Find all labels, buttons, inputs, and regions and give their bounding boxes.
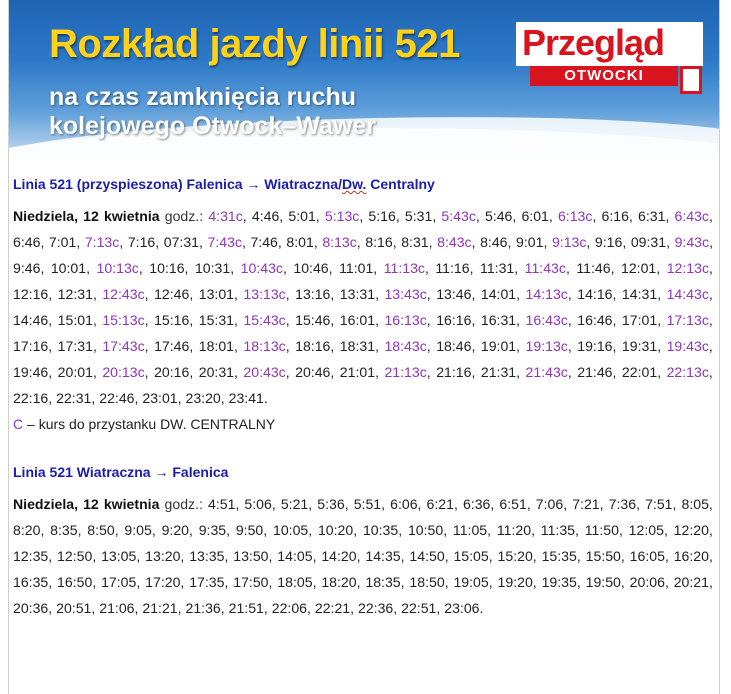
departure-time: 7:51 <box>645 496 673 512</box>
departure-time-centralny: 9:43c <box>674 234 710 250</box>
departure-time-centralny: 7:43c <box>207 234 242 250</box>
departure-time: 17:05 <box>101 574 137 590</box>
departure-time: 16:46 <box>577 312 613 328</box>
departure-time: 5:46 <box>484 208 513 224</box>
departure-time-centralny: 8:13c <box>322 234 357 250</box>
departure-time: 14:50 <box>409 548 445 564</box>
departure-time: 11:50 <box>584 522 619 538</box>
departure-time-centralny: 15:43c <box>243 312 286 328</box>
departure-time: 21:51 <box>228 600 264 616</box>
departure-time: 17:20 <box>145 574 181 590</box>
departure-time: 22:16 <box>13 390 49 406</box>
departure-time: 18:50 <box>409 574 445 590</box>
departure-time: 15:35 <box>541 548 577 564</box>
departure-time: 6:06 <box>390 496 418 512</box>
section1-godz-label: godz.: <box>164 208 204 224</box>
departure-time: 14:31 <box>621 286 658 302</box>
departure-time: 13:50 <box>233 548 269 564</box>
departure-time: 15:20 <box>497 548 533 564</box>
section1-heading-dw: Dw. <box>341 176 367 192</box>
departure-time: 21:31 <box>480 364 517 380</box>
departure-time-centralny: 20:13c <box>102 364 145 380</box>
departure-time: 6:16 <box>601 208 629 224</box>
section2-day: Niedziela, 12 kwietnia <box>13 496 160 512</box>
departure-time: 7:16 <box>127 234 156 250</box>
section2-schedule: Niedziela, 12 kwietnia godz.: 4:51, 5:06, 5:21, 5:36, 5:51, 6:06, 6:21, 6:36, 6:51, 7:06, 7:21, 7:36, 7:51, 8:05, 8:20, 8:35, 8:50, 9:05, 9:20, 9:35, 9:50, 10:05, 10:20, 10:35, 10:50, 11:05, 11:20, 11:35, 11:50, 12:05, 12:20, 12:35, 12:50, 13:05, 13:20, 13:35, 13:50, 14:05, 14:20, 14:35, 14:50, 15:05, 15:20, 15:35, 15:50, 16:05, 16:20, 16:35, 16:50, 17:05, 17:20, 17:35, 17:50, 18:05, 18:20, 18:35, 18:50, 19:05, 19:20, 19:35, 19:50, 20:06, 20:21, 20:36, 20:51, 21:06, 21:21, 21:36, 21:51, 22:06, 22:21, 22:36, 22:51, 23:06. <box>13 496 713 616</box>
departure-time: 5:51 <box>353 496 382 512</box>
departure-time: 18:05 <box>277 574 313 590</box>
departure-time: 4:51 <box>208 496 236 512</box>
departure-time-centralny: 6:13c <box>557 208 593 224</box>
departure-time: 16:31 <box>480 312 517 328</box>
departure-time: 23:41 <box>228 390 264 406</box>
departure-time: 12:35 <box>13 548 49 564</box>
departure-time-centralny: 14:43c <box>666 286 709 302</box>
departure-time: 12:50 <box>57 548 93 564</box>
departure-time: 12:31 <box>57 286 93 302</box>
departure-time: 10:46 <box>293 260 329 276</box>
departure-time: 07:31 <box>163 234 200 250</box>
banner-subtitle-line1: na czas zamknięcia ruchu <box>49 83 357 111</box>
header-banner <box>9 0 719 158</box>
departure-time: 10:20 <box>317 522 354 538</box>
departure-time: 4:46 <box>251 208 280 224</box>
departure-time: 18:35 <box>365 574 401 590</box>
departure-time: 12:05 <box>628 522 664 538</box>
departure-time: 18:46 <box>436 338 472 354</box>
departure-time: 20:01 <box>57 364 93 380</box>
banner-subtitle-line2: kolejowego Otwock–Wawer <box>49 112 376 140</box>
departure-time-centralny: 13:43c <box>384 286 427 302</box>
departure-time-centralny: 11:43c <box>524 260 566 276</box>
departure-time: 6:31 <box>638 208 666 224</box>
departure-time-centralny: 22:13c <box>666 364 709 380</box>
departure-time: 15:01 <box>57 312 93 328</box>
departure-time-centralny: 16:13c <box>384 312 427 328</box>
departure-time-centralny: 13:13c <box>243 286 286 302</box>
departure-time: 6:21 <box>426 496 454 512</box>
departure-time: 6:51 <box>499 496 527 512</box>
departure-time: 10:16 <box>149 260 185 276</box>
logo-subtitle: OTWOCKI <box>564 67 644 84</box>
departure-time-centralny: 21:13c <box>384 364 427 380</box>
departure-time: 23:20 <box>185 390 221 406</box>
section-spacer <box>13 437 713 463</box>
departure-time-centralny: 12:43c <box>102 286 145 302</box>
departure-time-centralny: 20:43c <box>243 364 286 380</box>
przeglad-otwocki-logo <box>516 22 703 92</box>
departure-time: 7:21 <box>572 496 600 512</box>
departure-time-centralny: 17:43c <box>102 338 145 354</box>
departure-time: 17:35 <box>189 574 225 590</box>
departure-time: 5:01 <box>288 208 316 224</box>
departure-time: 16:05 <box>629 548 665 564</box>
article-content <box>13 175 713 621</box>
departure-time: 10:01 <box>50 260 87 276</box>
departure-time: 20:36 <box>13 600 49 616</box>
departure-time: 22:51 <box>401 600 437 616</box>
departure-time: 14:35 <box>365 548 401 564</box>
departure-time: 12:20 <box>673 522 709 538</box>
departure-time: 8:16 <box>365 234 393 250</box>
departure-time: 20:51 <box>56 600 92 616</box>
departure-time: 11:16 <box>435 260 470 276</box>
section1-legend <box>13 411 713 437</box>
departure-time: 15:31 <box>198 312 235 328</box>
departure-time: 18:20 <box>321 574 357 590</box>
departure-time: 13:01 <box>198 286 235 302</box>
departure-time: 16:20 <box>673 548 709 564</box>
departure-time-centralny: 10:43c <box>240 260 283 276</box>
departure-time: 22:36 <box>358 600 394 616</box>
departure-time: 8:20 <box>13 522 41 538</box>
departure-time: 6:46 <box>13 234 41 250</box>
departure-time: 6:01 <box>521 208 549 224</box>
departure-time: 18:16 <box>295 338 331 354</box>
logo-square-mark <box>680 66 702 94</box>
logo-wordmark: Przegląd <box>522 22 665 63</box>
departure-time-centralny: 4:31c <box>208 208 243 224</box>
departure-time: 9:05 <box>124 522 152 538</box>
departure-time-centralny: 5:43c <box>441 208 476 224</box>
section1-heading-prefix: Linia 521 (przyspieszona) Falenica → Wiatraczna/ <box>13 176 342 192</box>
departure-time: 19:16 <box>577 338 613 354</box>
departure-time: 20:46 <box>295 364 331 380</box>
departure-time: 15:46 <box>295 312 331 328</box>
departure-time: 19:46 <box>13 364 49 380</box>
departure-time: 17:16 <box>13 338 49 354</box>
departure-time: 22:06 <box>271 600 308 616</box>
departure-time: 16:01 <box>339 312 376 328</box>
departure-time: 7:36 <box>608 496 637 512</box>
departure-time: 19:01 <box>480 338 517 354</box>
departure-time: 14:46 <box>13 312 49 328</box>
departure-time: 14:05 <box>277 548 313 564</box>
departure-time-centralny: 18:13c <box>243 338 286 354</box>
section2-heading: Linia 521 Wiatraczna → Falenica <box>13 464 229 480</box>
departure-time: 8:05 <box>681 496 709 512</box>
departure-time: 7:46 <box>250 234 278 250</box>
departure-time: 8:31 <box>401 234 429 250</box>
departure-time: 18:01 <box>198 338 235 354</box>
departure-time-centralny: 10:13c <box>96 260 139 276</box>
departure-time: 21:16 <box>436 364 472 380</box>
departure-time: 16:35 <box>13 574 49 590</box>
departure-time: 22:31 <box>56 390 92 406</box>
departure-time: 17:01 <box>621 312 658 328</box>
departure-time-centralny: 21:43c <box>525 364 568 380</box>
departure-time: 11:05 <box>452 522 488 538</box>
departure-time-centralny: 16:43c <box>525 312 568 328</box>
departure-time: 21:36 <box>185 600 221 616</box>
departure-time: 14:16 <box>577 286 613 302</box>
departure-time: 7:06 <box>535 496 564 512</box>
departure-time-centralny: 11:13c <box>383 260 425 276</box>
departure-time-centralny: 15:13c <box>102 312 145 328</box>
departure-time: 7:01 <box>48 234 77 250</box>
departure-time: 11:35 <box>540 522 576 538</box>
departure-time: 12:16 <box>13 286 49 302</box>
departure-time-centralny: 18:43c <box>384 338 427 354</box>
departure-time: 19:20 <box>497 574 533 590</box>
departure-time: 09:31 <box>630 234 667 250</box>
section1-schedule: Niedziela, 12 kwietnia godz.: 4:31c, 4:46, 5:01, 5:13c, 5:16, 5:31, 5:43c, 5:46, 6:01, 6:13c, 6:16, 6:31, 6:43c, 6:46, 7:01, 7:13c, 7:16, 07:31, 7:43c, 7:46, 8:01, 8:13c, 8:16, 8:31, 8:43c, 8:46, 9:01, 9:13c, 9:16, 09:31, 9:43c, 9:46, 10:01, 10:13c, 10:16, 10:31, 10:43c, 10:46, 11:01, 11:13c, 11:16, 11:31, 11:43c, 11:46, 12:01, 12:13c, 12:16, 12:31, 12:43c, 12:46, 13:01, 13:13c, 13:16, 13:31, 13:43c, 13:46, 14:01, 14:13c, 14:16, 14:31, 14:43c, 14:46, 15:01, 15:13c, 15:16, 15:31, 15:43c, 15:46, 16:01, 16:13c, 16:16, 16:31, 16:43c, 16:46, 17:01, 17:13c, 17:16, 17:31, 17:43c, 17:46, 18:01, 18:13c, 18:16, 18:31, 18:43c, 18:46, 19:01, 19:13c, 19:16, 19:31, 19:43c, 19:46, 20:01, 20:13c, 20:16, 20:31, 20:43c, 20:46, 21:01, 21:13c, 21:16, 21:31, 21:43c, 21:46, 22:01, 22:13c, 22:16, 22:31, 22:46, 23:01, 23:20, 23:41. <box>13 208 713 406</box>
departure-time: 20:31 <box>198 364 235 380</box>
departure-time-centralny: 8:43c <box>437 234 472 250</box>
departure-time-centralny: 19:43c <box>666 338 709 354</box>
departure-time: 8:50 <box>87 522 115 538</box>
departure-time: 5:21 <box>280 496 309 512</box>
banner-title: Rozkład jazdy linii 521 <box>49 22 460 66</box>
departure-time: 22:21 <box>314 600 351 616</box>
section2-godz-label: godz.: <box>164 496 203 512</box>
departure-time: 21:06 <box>99 600 135 616</box>
departure-time: 19:50 <box>585 574 621 590</box>
departure-time: 5:31 <box>404 208 433 224</box>
departure-time: 13:31 <box>339 286 376 302</box>
departure-time: 9:35 <box>198 522 227 538</box>
departure-time: 5:16 <box>368 208 396 224</box>
departure-time: 10:35 <box>362 522 399 538</box>
departure-time: 17:46 <box>154 338 190 354</box>
departure-time: 20:06 <box>629 574 665 590</box>
departure-time: 12:01 <box>621 260 657 276</box>
departure-time-centralny: 9:13c <box>551 234 587 250</box>
departure-time: 9:16 <box>594 234 623 250</box>
departure-time: 16:16 <box>436 312 472 328</box>
departure-time: 9:46 <box>13 260 41 276</box>
departure-time: 13:16 <box>295 286 331 302</box>
departure-time: 22:46 <box>99 390 135 406</box>
departure-time: 5:06 <box>244 496 272 512</box>
departure-time: 15:16 <box>154 312 190 328</box>
departure-time: 13:46 <box>436 286 472 302</box>
departure-time-centralny: 19:13c <box>525 338 568 354</box>
departure-time: 8:35 <box>50 522 78 538</box>
departure-time: 11:01 <box>339 260 374 276</box>
departure-time: 19:31 <box>621 338 658 354</box>
departure-time: 5:36 <box>317 496 345 512</box>
section1-day: Niedziela, 12 kwietnia <box>13 208 160 224</box>
departure-time: 9:01 <box>516 234 544 250</box>
departure-time: 10:31 <box>194 260 231 276</box>
departure-time: 11:20 <box>496 522 532 538</box>
departure-time: 11:46 <box>576 260 611 276</box>
departure-time: 13:35 <box>189 548 225 564</box>
departure-time: 16:50 <box>57 574 93 590</box>
departure-time: 9:20 <box>161 522 189 538</box>
departure-time: 10:05 <box>272 522 309 538</box>
departure-time-centralny: 14:13c <box>525 286 568 302</box>
departure-time-centralny: 12:13c <box>666 260 710 276</box>
section1-heading-suffix: Centralny <box>366 176 435 192</box>
departure-time: 21:21 <box>142 600 178 616</box>
departure-time: 21:01 <box>339 364 376 380</box>
departure-time-centralny: 7:13c <box>84 234 120 250</box>
departure-time-centralny: 17:13c <box>666 312 709 328</box>
departure-time: 9:50 <box>235 522 264 538</box>
departure-time: 22:01 <box>621 364 658 380</box>
departure-time: 19:35 <box>541 574 577 590</box>
departure-time-centralny: 5:13c <box>324 208 360 224</box>
departure-time: 23:06 <box>444 600 480 616</box>
departure-time: 21:46 <box>577 364 613 380</box>
departure-time: 15:05 <box>453 548 489 564</box>
departure-time: 17:50 <box>233 574 269 590</box>
section1-heading <box>13 175 713 193</box>
departure-time: 17:31 <box>57 338 93 354</box>
departure-time: 14:20 <box>321 548 357 564</box>
departure-time: 20:21 <box>673 574 709 590</box>
departure-time: 10:50 <box>407 522 444 538</box>
departure-time: 14:01 <box>480 286 517 302</box>
departure-time: 8:01 <box>286 234 314 250</box>
departure-time: 6:36 <box>462 496 491 512</box>
departure-time: 11:31 <box>480 260 515 276</box>
departure-time: 8:46 <box>480 234 508 250</box>
departure-time-centralny: 6:43c <box>674 208 709 224</box>
legend-marker: C <box>13 416 24 432</box>
departure-time: 18:31 <box>339 338 376 354</box>
departure-time: 19:05 <box>453 574 489 590</box>
departure-time: 13:20 <box>145 548 181 564</box>
departure-time: 13:05 <box>101 548 137 564</box>
departure-time: 20:16 <box>154 364 190 380</box>
departure-time: 23:01 <box>142 390 178 406</box>
legend-text: – kurs do przystanku DW. CENTRALNY <box>23 416 276 432</box>
page-frame <box>8 0 720 694</box>
departure-time: 12:46 <box>154 286 190 302</box>
departure-time: 15:50 <box>585 548 621 564</box>
